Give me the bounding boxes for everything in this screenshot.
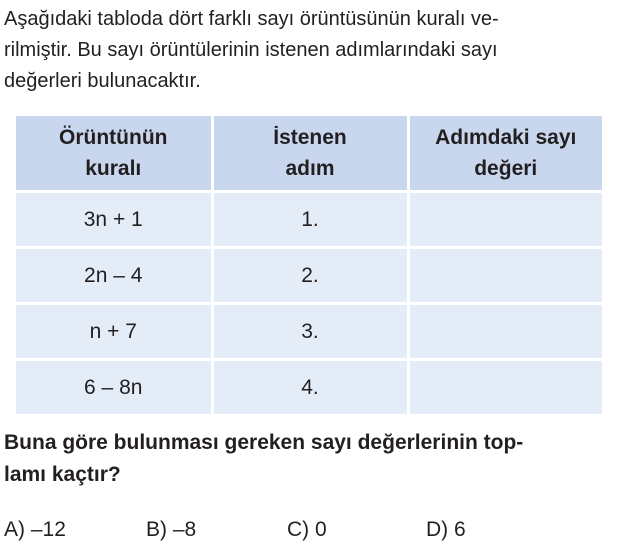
option-value: –8: [172, 518, 197, 541]
option-value: 6: [454, 518, 466, 541]
option-label: C): [287, 518, 310, 541]
header-line: İstenen: [273, 126, 347, 149]
step-cell: 4.: [212, 360, 408, 415]
table-row: [16, 192, 602, 248]
step-cell: 3.: [212, 304, 408, 360]
pattern-rules-table: [16, 116, 602, 414]
value-cell: [408, 304, 602, 360]
option-c[interactable]: [287, 512, 327, 548]
header-line: adım: [285, 157, 335, 180]
value-cell: [408, 192, 602, 248]
header-line: kuralı: [85, 157, 142, 180]
answer-options: [0, 512, 618, 548]
question-line: lamı kaçtır?: [4, 463, 121, 486]
option-value: 0: [315, 518, 327, 541]
rule-cell: 2n – 4: [16, 248, 212, 304]
intro-line: değerleri bulunacaktır.: [4, 70, 201, 92]
intro-line: rilmiştir. Bu sayı örüntülerinin istenen adımlarındaki sayı: [4, 39, 498, 61]
option-b[interactable]: [146, 512, 196, 548]
table-row: [16, 248, 602, 304]
option-label: A): [4, 518, 25, 541]
option-d[interactable]: [426, 512, 466, 548]
value-cell: [408, 360, 602, 415]
header-line: değeri: [474, 157, 538, 180]
table-row: [16, 360, 602, 415]
table-header-row: [16, 116, 602, 192]
question-line: Buna göre bulunması gereken sayı değerlerinin top-: [4, 431, 524, 454]
option-label: D): [426, 518, 449, 541]
header-pattern-rule: [16, 116, 212, 192]
rule-cell: 3n + 1: [16, 192, 212, 248]
header-line: Örüntünün: [59, 126, 168, 149]
question-text: [4, 427, 616, 491]
intro-line: Aşağıdaki tabloda dört farklı sayı örüntüsünün kuralı ve-: [4, 8, 499, 30]
step-cell: 1.: [212, 192, 408, 248]
header-step-value: [408, 116, 602, 192]
option-label: B): [146, 518, 167, 541]
header-requested-step: [212, 116, 408, 192]
rule-cell: n + 7: [16, 304, 212, 360]
table-row: [16, 304, 602, 360]
header-line: Adımdaki sayı: [435, 126, 577, 149]
option-a[interactable]: [4, 512, 66, 548]
step-cell: 2.: [212, 248, 408, 304]
rule-cell: 6 – 8n: [16, 360, 212, 415]
value-cell: [408, 248, 602, 304]
option-value: –12: [30, 518, 66, 541]
intro-text: [4, 4, 616, 97]
